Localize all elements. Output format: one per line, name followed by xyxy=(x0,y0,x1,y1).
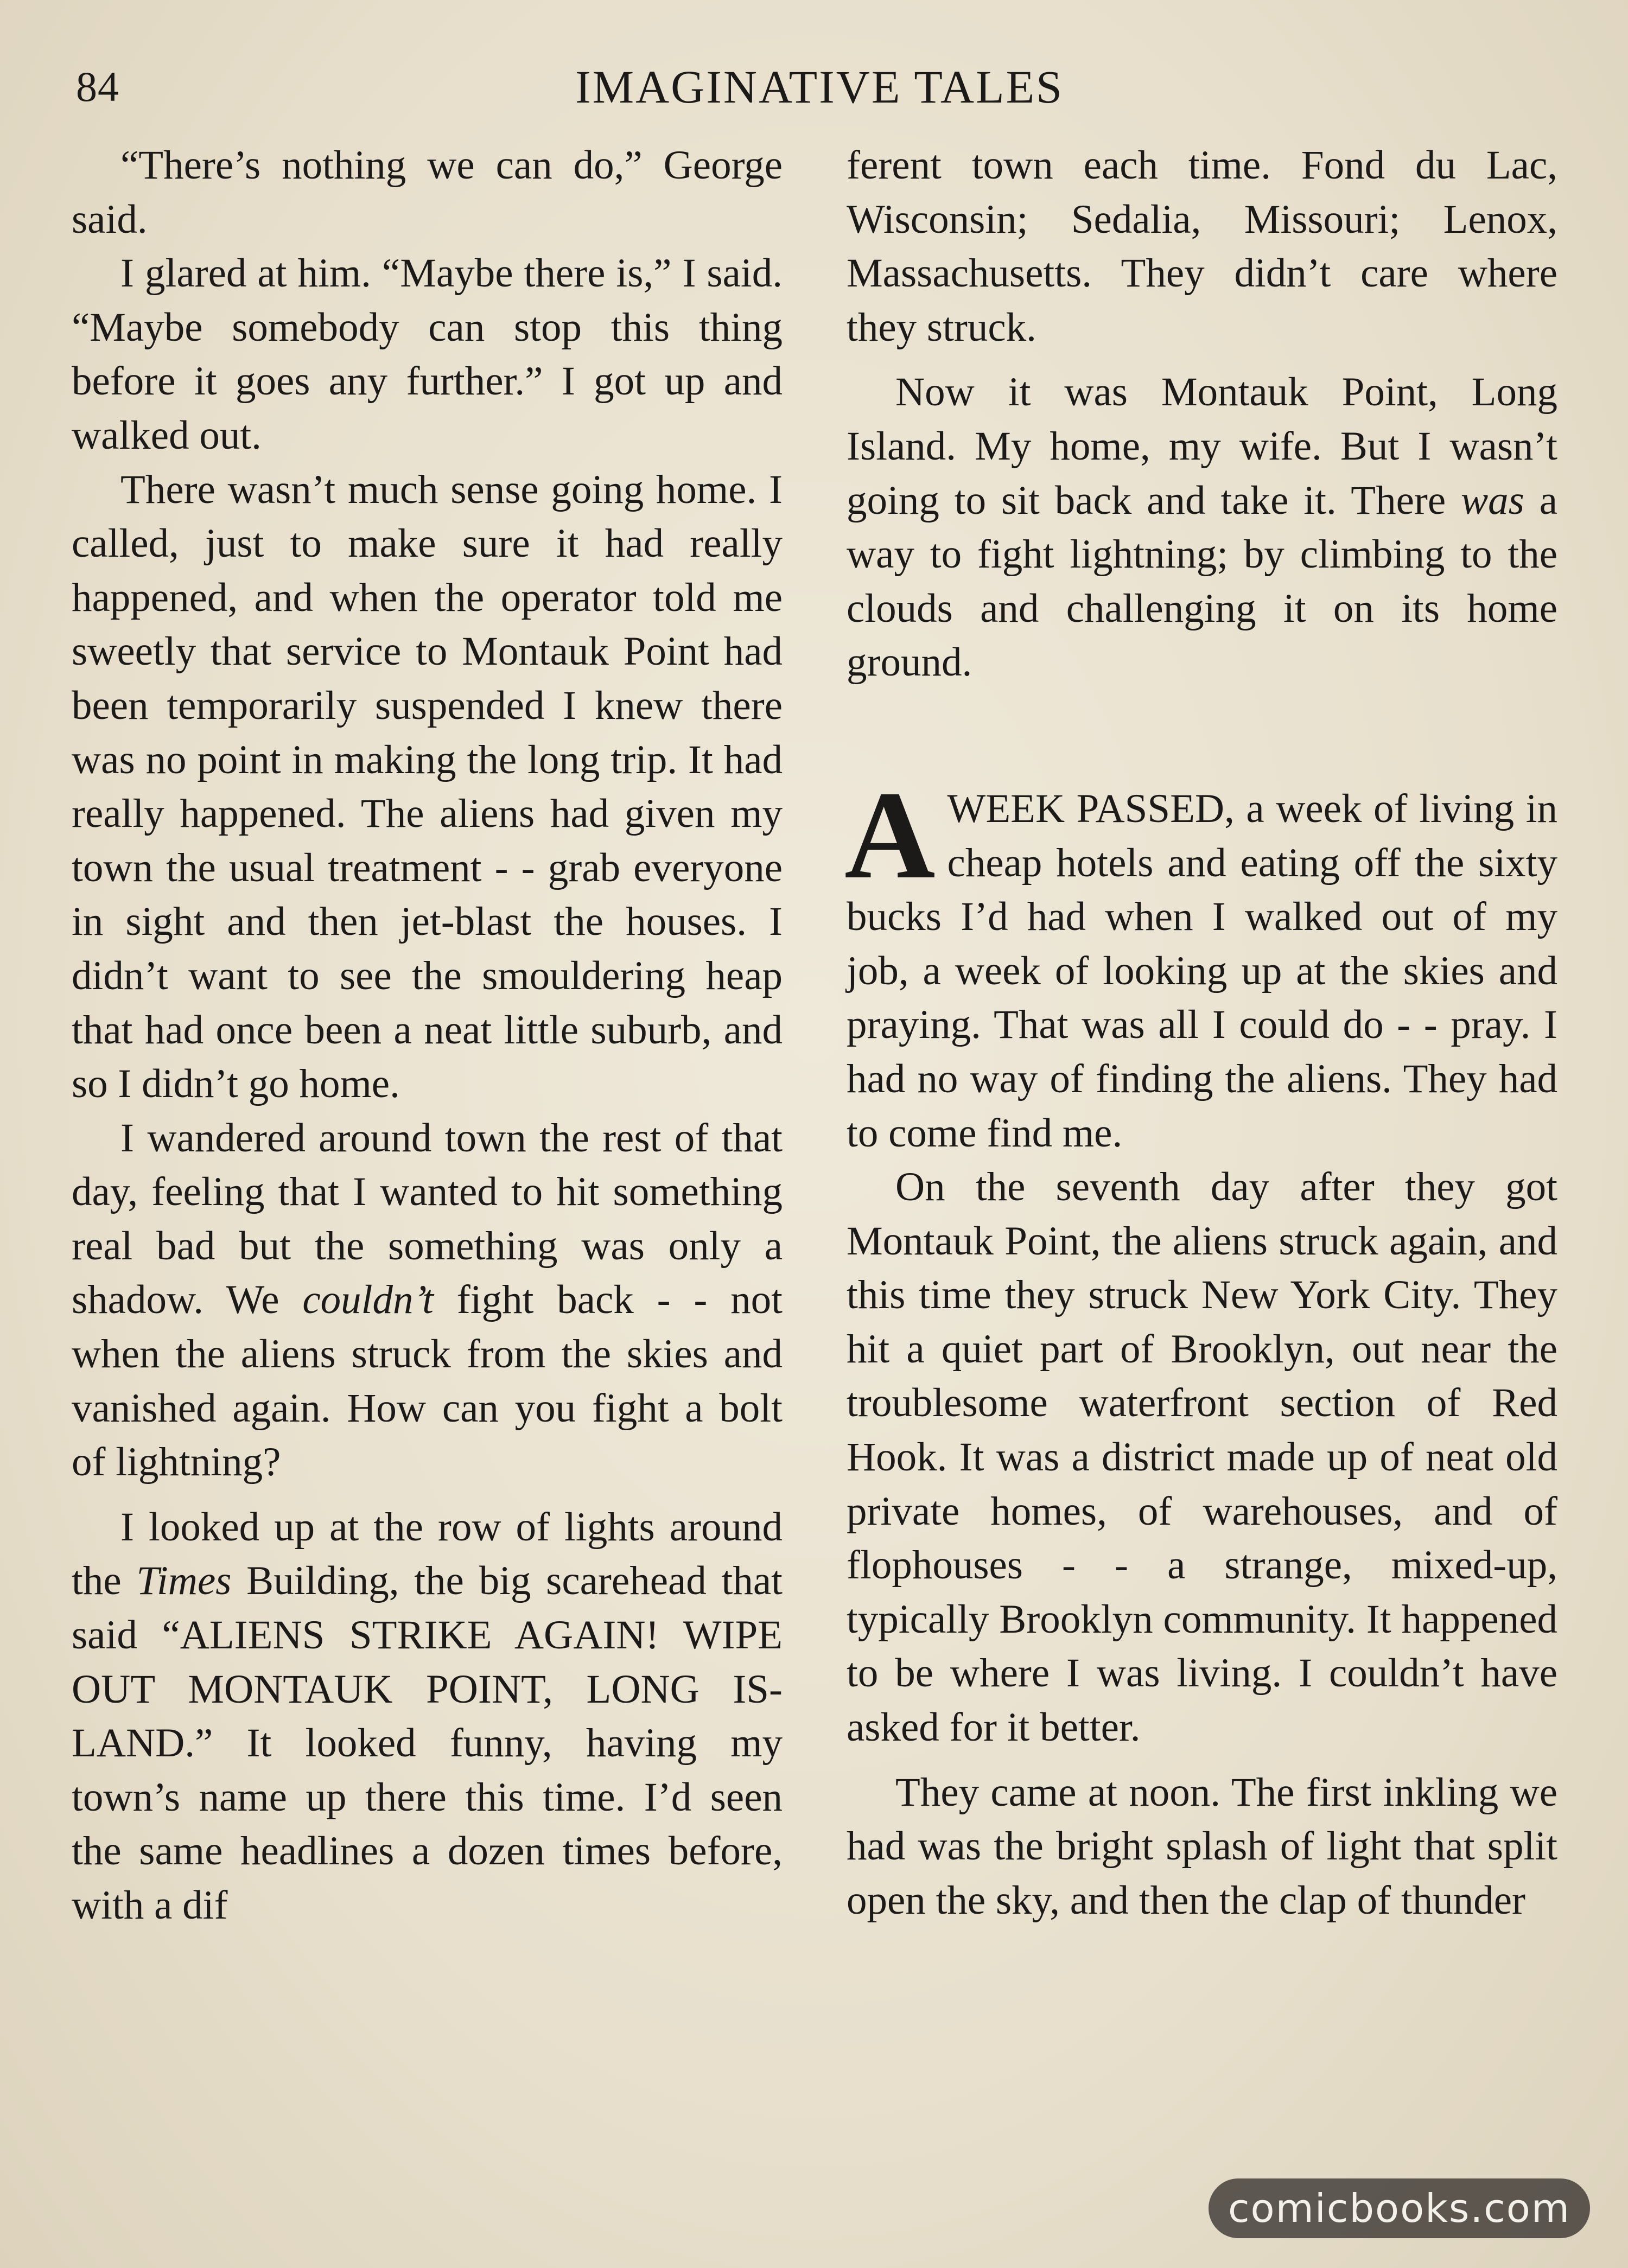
paragraph-text: I looked up at the row of lights around the xyxy=(72,1504,783,1604)
paragraph-text: Now it was Montauk Point, Long Island. My home, my wife. But I wasn’t going to sit back and take it. There xyxy=(847,369,1557,523)
watermark: comicbooks.com xyxy=(1209,2178,1590,2238)
paragraph-text: fight back - - not when the aliens struck from the skies and vanished again. How can you fight a bolt of lightning? xyxy=(72,1277,783,1485)
paragraph xyxy=(847,365,1557,690)
drop-cap: A xyxy=(844,765,936,905)
running-head xyxy=(76,52,1563,122)
paragraph: “There’s nothing we can do,” George said. xyxy=(72,143,783,242)
paragraph-continued: ferent town each time. Fond du Lac, Wisconsin; Sedalia, Missouri; Lenox, Massachusetts. They didn’t care where they struck. xyxy=(847,143,1557,350)
right-column xyxy=(844,138,1557,1927)
paragraph: I glared at him. “Maybe there is,” I said. “Maybe somebody can stop this thing before it goes any further.” I got up and walked out. xyxy=(72,251,783,458)
left-column xyxy=(72,138,783,1933)
paragraph: On the seventh day after they got Montauk Point, the aliens struck again, and this time they struck New York City. They hit a quiet part of Brooklyn, out near the troublesome waterfront section of Red Hook. It was a district made up of neat old private homes, of warehouses, and of flophouses - - a strange, mixed-up, typically Brooklyn community. It happened to be where I was living. I couldn’t have asked for it better. xyxy=(847,1164,1557,1750)
paragraph xyxy=(72,1111,783,1489)
paragraph-text: I wandered around town the rest of that day, feeling that I wanted to hit something real bad but the something was only a shadow. We xyxy=(72,1115,783,1323)
section-opening-paragraph xyxy=(844,765,1557,1160)
paragraph-text: a way to fight lightning; by climbing to the clouds and challenging it on its home ground. xyxy=(847,477,1557,685)
paragraph xyxy=(72,1500,783,1933)
paragraph-text: WEEK PASSED, a week of living in cheap hotels and eating off the sixty bucks I’d had when I walked out of my job, a week of looking up at the skies and praying. That was all I could do - - pray. I had no way of finding the aliens. They had to come find me. xyxy=(847,786,1557,1156)
emphasis: couldn’t xyxy=(302,1277,434,1323)
magazine-title: IMAGINATIVE TALES xyxy=(575,61,1064,113)
paragraph: There wasn’t much sense going home. I called, just to make sure it had really happened, and when the operator told me sweetly that service to Montauk Point had been temporarily suspended I knew there was no point in making the long trip. It had really happened. The aliens had given my town the usual treatment - - grab everyone in sight and then jet-blast the houses. I didn’t want to see the smouldering heap that had once been a neat little suburb, and so I didn’t go home. xyxy=(72,467,783,1107)
page-number: 84 xyxy=(76,63,119,110)
paragraph-text: Building, the big scarehead that said “ALIENS STRIKE AGAIN! WIPE OUT MONTAUK POINT, LONG ISLAND.” It looked funny, having my town’s name up there this time. I’d seen the same headlines a dozen times before, with a dif xyxy=(72,1558,783,1928)
emphasis: Times xyxy=(136,1558,232,1604)
paragraph: They came at noon. The first inkling we had was the bright splash of light that split open the sky, and then the clap of thunder xyxy=(847,1769,1557,1923)
emphasis: was xyxy=(1461,477,1524,523)
